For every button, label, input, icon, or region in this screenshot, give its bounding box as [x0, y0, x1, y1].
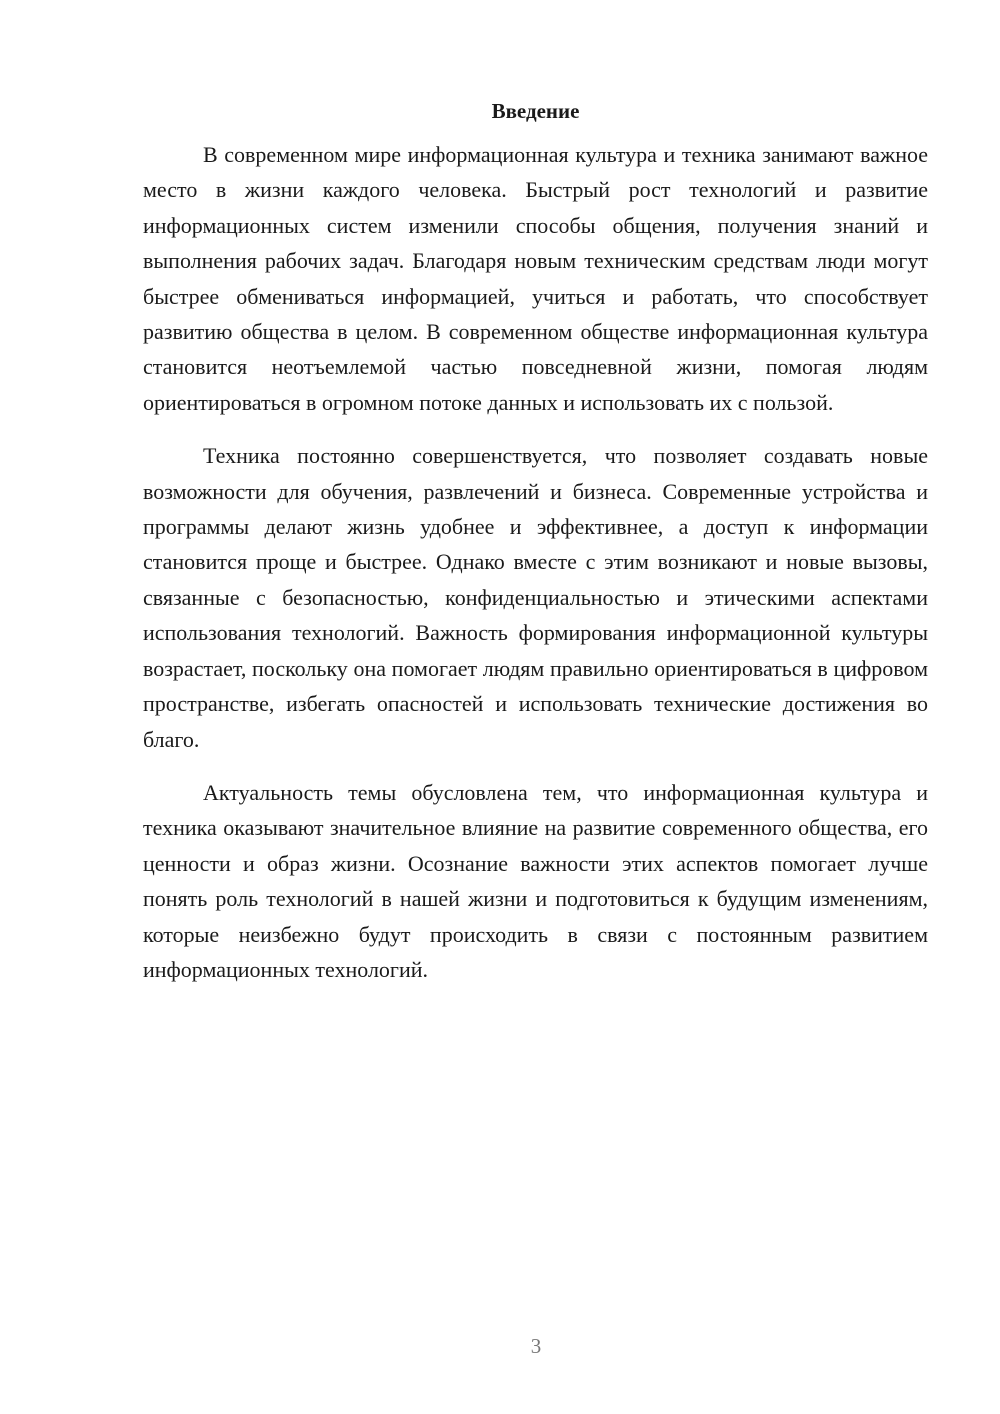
paragraph-2: Техника постоянно совершенствуется, что позволяет создавать новые возможности для обучения, развлечений и бизнеса. Современные устройства и программы делают жизнь удобнее и эффективнее, а доступ к информации становится проще и быстрее. Однако вместе с этим возникают и новые вызовы, связанные с безопасностью, конфиденциальностью и этическими аспектами использования технологий. Важность формирования информационной культуры возрастает, поскольку она помогает людям правильно ориентироваться в цифровом пространстве, избегать опасностей и использовать технические достижения во благо. — [143, 443, 928, 752]
page-content — [143, 96, 928, 1005]
page-number: 3 — [530, 1334, 542, 1358]
section-title: Введение — [491, 99, 580, 123]
paragraph-3: Актуальность темы обусловлена тем, что информационная культура и техника оказывают значительное влияние на развитие современного общества, его ценности и образ жизни. Осознание важности этих аспектов помогает лучше понять роль технологий в нашей жизни и подготовиться к будущим изменениям, которые неизбежно будут происходить в связи с постоянным развитием информационных технологий. — [143, 779, 928, 982]
paragraph-1: В современном мире информационная культура и техника занимают важное место в жизни каждого человека. Быстрый рост технологий и развитие информационных систем изменили способы общения, получения знаний и выполнения рабочих задач. Благодаря новым техническим средствам люди могут быстрее обмениваться информацией, учиться и работать, что способствует развитию общества в целом. В современном обществе информационная культура становится неотъемлемой частью повседневной жизни, помогая людям ориентироваться в огромном потоке данных и использовать их с пользой. — [143, 142, 928, 415]
